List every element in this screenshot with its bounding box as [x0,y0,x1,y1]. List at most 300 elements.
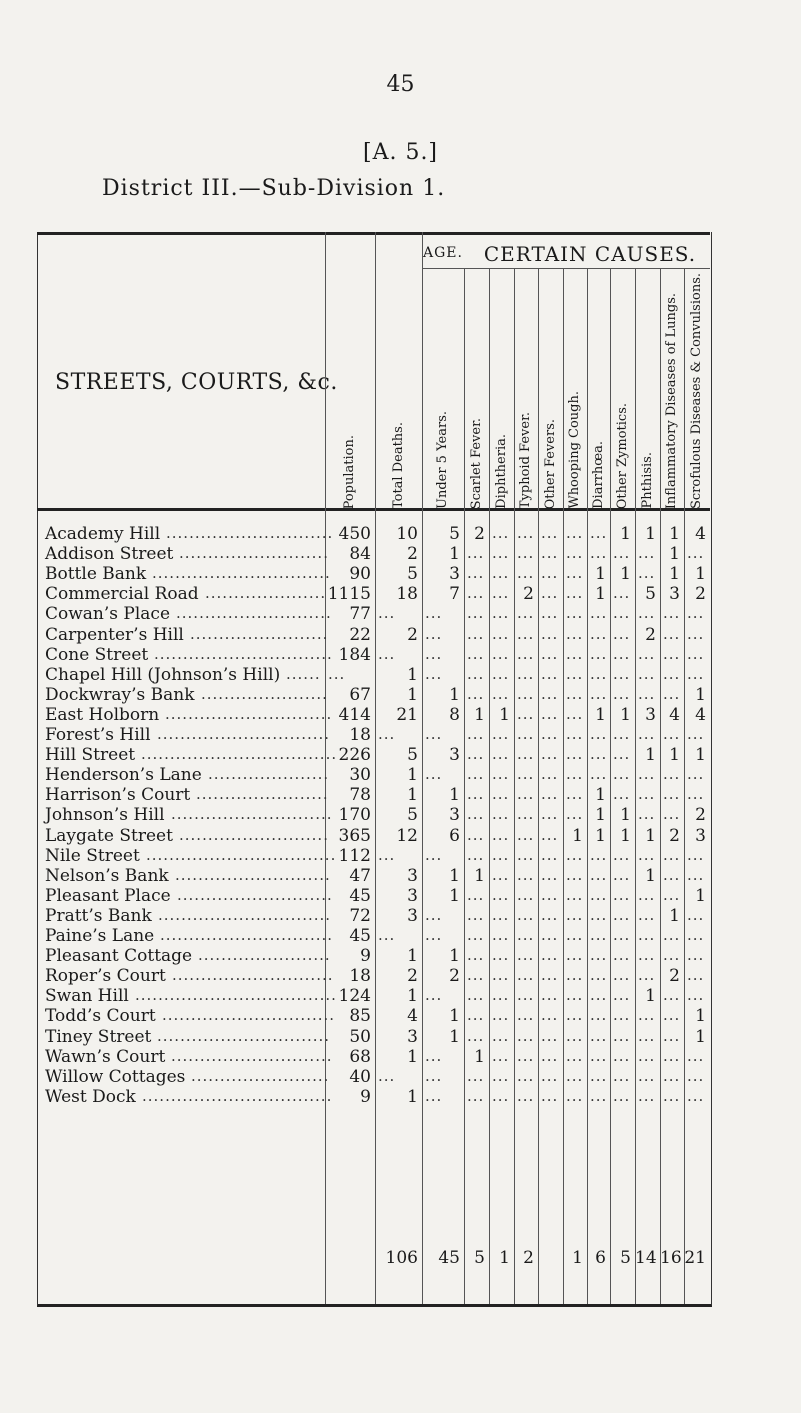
empty-cell-dots: ... [638,785,656,804]
table-row [0,866,801,886]
empty-cell-dots: ... [613,905,631,924]
reference-mark: [A. 5.] [362,140,439,165]
empty-cell-dots: ... [517,946,535,965]
street-name: Laygate Street [45,825,173,846]
cell-value: 30 [349,765,371,786]
empty-cell-dots: ... [663,1006,681,1025]
empty-cell-dots: ... [663,986,681,1005]
empty-cell-dots: ... [541,926,559,944]
empty-cell-dots: ... [541,544,559,563]
cell-value: 18 [349,725,371,745]
empty-cell-dots: ... [492,684,510,703]
cell-value: 3 [407,865,418,886]
empty-cell-dots: ... [638,1006,656,1025]
cell-value: 3 [449,805,460,826]
cell-value: 45 [349,926,371,946]
empty-cell-dots: ... [425,926,443,944]
cell-value: 22 [349,624,371,645]
empty-cell-dots: ... [541,885,559,904]
cell-value: 1 [449,946,460,967]
empty-cell-dots: ... [467,765,485,784]
empty-cell-dots: ... [687,664,705,683]
cell-value: 1 [645,745,656,766]
empty-cell-dots: ... [663,664,681,683]
empty-cell-dots: ... [517,926,535,944]
cell-value: 2 [407,624,418,645]
empty-cell-dots: ... [425,986,443,1005]
empty-cell-dots: ... [541,564,559,583]
empty-cell-dots: ... [613,1066,631,1085]
empty-cell-dots: ... [638,926,656,944]
cell-value: 1 [695,564,706,585]
empty-cell-dots: ... [613,1086,631,1105]
empty-cell-dots: ... [425,725,443,743]
street-name: Henderson’s Lane [45,765,202,786]
empty-cell-dots: ... [613,624,631,643]
cell-value: 50 [349,1026,371,1047]
street-name: Dockwray’s Bank [45,684,195,705]
empty-cell-dots: ... [613,725,631,743]
cell-value: 1 [474,704,485,725]
empty-cell-dots: ... [566,845,584,864]
leader-dots: ........................... [175,865,331,884]
empty-cell-dots: ... [663,604,681,623]
leader-dots: ..................... [208,765,330,784]
cell-value: 12 [396,825,418,846]
empty-cell-dots: ... [467,1006,485,1025]
empty-cell-dots: ... [638,544,656,563]
empty-cell-dots: ... [663,926,681,944]
street-name: Willow Cottages [45,1066,186,1087]
cell-value: 1 [407,986,418,1007]
empty-cell-dots: ... [541,1006,559,1025]
empty-cell-dots: ... [590,865,608,884]
empty-cell-dots: ... [566,1046,584,1065]
empty-cell-dots: ... [492,644,510,663]
empty-cell-dots: ... [590,1026,608,1045]
empty-cell-dots: ... [492,544,510,563]
empty-cell-dots: ... [638,805,656,824]
empty-cell-dots: ... [590,544,608,563]
empty-cell-dots: ... [467,946,485,965]
empty-cell-dots: ... [492,725,510,743]
leader-dots: ................................. [142,1086,333,1105]
column-header: Other Zymotics. [614,402,630,509]
empty-cell-dots: ... [492,966,510,985]
empty-cell-dots: ... [467,544,485,563]
cell-value: 1 [474,1046,485,1067]
leader-dots: ............................. [166,524,334,542]
street-name: Todd’s Court [45,1006,156,1027]
cell-value: 2 [645,624,656,645]
empty-cell-dots: ... [541,1026,559,1045]
empty-cell-dots: ... [638,1026,656,1045]
cell-value: 2 [695,805,706,826]
empty-cell-dots: ... [590,664,608,683]
empty-cell-dots: ... [663,1086,681,1105]
cell-value: 78 [349,785,371,806]
empty-cell-dots: ... [492,1026,510,1045]
empty-cell-dots: ... [541,865,559,884]
empty-cell-dots: ... [566,946,584,965]
empty-cell-dots: ... [425,765,443,784]
empty-cell-dots: ... [378,845,396,864]
street-name: Hill Street [45,745,136,766]
empty-cell-dots: ... [517,805,535,824]
empty-cell-dots: ... [378,1066,396,1085]
leader-dots: .................................. [141,745,338,764]
cell-value: 3 [449,564,460,585]
empty-cell-dots: ... [517,845,535,864]
cell-value: 3 [407,1026,418,1047]
empty-cell-dots: ... [566,544,584,563]
empty-cell-dots: ... [590,644,608,663]
empty-cell-dots: ... [613,946,631,965]
table-row [0,826,801,846]
empty-cell-dots: ... [566,986,584,1005]
table-row [0,1006,801,1026]
empty-cell-dots: ... [613,544,631,563]
street-name: West Dock [45,1086,136,1107]
street-name: Harrison’s Court [45,785,191,806]
cell-value: 1 [449,1026,460,1047]
table-row [0,1047,801,1067]
empty-cell-dots: ... [541,584,559,603]
cell-value: 170 [338,805,371,826]
empty-cell-dots: ... [517,684,535,703]
empty-cell-dots: ... [566,704,584,723]
empty-cell-dots: ... [613,644,631,663]
empty-cell-dots: ... [378,725,396,743]
empty-cell-dots: ... [517,1046,535,1065]
table-row [0,986,801,1006]
cell-value: 1 [499,704,510,725]
empty-cell-dots: ... [566,865,584,884]
table-row [0,926,801,946]
table-row [0,906,801,926]
cell-value: 3 [695,825,706,846]
empty-cell-dots: ... [566,524,584,542]
empty-cell-dots: ... [638,664,656,683]
column-header: Scarlet Fever. [468,417,484,509]
street-name: Pleasant Cottage [45,946,193,967]
empty-cell-dots: ... [467,1066,485,1085]
cell-value: 1115 [327,584,371,605]
table-row [0,745,801,765]
empty-cell-dots: ... [566,745,584,764]
empty-cell-dots: ... [467,1026,485,1045]
cell-value: 1 [407,1086,418,1107]
empty-cell-dots: ... [517,745,535,764]
cell-value: 4 [695,524,706,544]
empty-cell-dots: ... [492,865,510,884]
empty-cell-dots: ... [663,684,681,703]
leader-dots: ........................... [176,604,332,623]
cell-value: 45 [349,885,371,906]
cell-value: 1 [620,564,631,585]
cell-value: 1 [645,825,656,846]
column-header: Diphtheria. [493,434,509,509]
empty-cell-dots: ... [492,1046,510,1065]
table-row [0,725,801,745]
table-top-rule [37,232,710,235]
street-name: Swan Hill [45,986,129,1007]
table-row [0,886,801,906]
empty-cell-dots: ... [566,926,584,944]
empty-cell-dots: ... [517,885,535,904]
column-header: Inflammatory Diseases of Lungs. [664,292,679,509]
empty-cell-dots: ... [425,845,443,864]
cell-value: 2 [523,584,534,605]
empty-cell-dots: ... [566,905,584,924]
empty-cell-dots: ... [663,765,681,784]
empty-cell-dots: ... [541,524,559,542]
empty-cell-dots: ... [517,1026,535,1045]
empty-cell-dots: ... [467,986,485,1005]
empty-cell-dots: ... [590,765,608,784]
empty-cell-dots: ... [687,845,705,864]
empty-cell-dots: ... [638,725,656,743]
column-header: Diarrhœa. [590,441,606,509]
empty-cell-dots: ... [663,725,681,743]
empty-cell-dots: ... [541,1086,559,1105]
empty-cell-dots: ... [590,725,608,743]
cell-value: 5 [449,524,460,544]
empty-cell-dots: ... [566,644,584,663]
empty-cell-dots: ... [687,785,705,804]
leader-dots: ........................ [191,1066,330,1085]
total-value: 5 [474,1248,485,1268]
street-name: Pratt’s Bank [45,905,152,926]
streets-header: STREETS, COURTS, &c. [55,370,338,395]
total-value: 2 [523,1248,534,1268]
street-name: Johnson’s Hill [45,805,165,826]
empty-cell-dots: ... [541,785,559,804]
empty-cell-dots: ... [517,1086,535,1105]
age-header: AGE. [423,245,463,261]
cell-value: 9 [360,946,371,967]
table-row [0,805,801,825]
empty-cell-dots: ... [590,524,608,542]
street-name: Carpenter’s Hill [45,624,184,645]
street-name: Commercial Road [45,584,199,605]
cell-value: 1 [645,865,656,886]
empty-cell-dots: ... [541,1066,559,1085]
empty-cell-dots: ... [492,745,510,764]
empty-cell-dots: ... [687,604,705,623]
table-row [0,966,801,986]
street-name: Nelson’s Bank [45,865,169,886]
cell-value: 1 [595,825,606,846]
street-name: Addison Street [45,544,174,565]
empty-cell-dots: ... [663,1026,681,1045]
column-header: Whooping Cough. [567,391,582,509]
cell-value: 1 [449,865,460,886]
empty-cell-dots: ... [566,805,584,824]
empty-cell-dots: ... [613,584,631,603]
cell-value: 1 [449,544,460,565]
cell-value: 1 [620,805,631,826]
cell-value: 72 [349,905,371,926]
empty-cell-dots: ... [687,1066,705,1085]
cell-value: 1 [595,704,606,725]
cell-value: 365 [338,825,371,846]
empty-cell-dots: ... [638,1066,656,1085]
total-value: 1 [499,1248,510,1268]
leader-dots: ............................... [152,564,331,583]
cell-value: 1 [695,745,706,766]
cell-value: 5 [407,745,418,766]
empty-cell-dots: ... [328,664,346,683]
empty-cell-dots: ... [613,865,631,884]
empty-cell-dots: ... [467,725,485,743]
table-row [0,705,801,725]
cell-value: 5 [645,584,656,605]
leader-dots: ............................ [171,1046,333,1065]
empty-cell-dots: ... [492,1006,510,1025]
leader-dots: ............................... [154,644,333,663]
column-header: Population. [342,434,357,509]
cell-value: 2 [449,966,460,987]
empty-cell-dots: ... [566,564,584,583]
leader-dots: ........................ [190,624,329,643]
column-header: Total Deaths. [390,421,406,509]
empty-cell-dots: ... [590,885,608,904]
empty-cell-dots: ... [687,1046,705,1065]
cell-value: 1 [595,785,606,806]
empty-cell-dots: ... [541,986,559,1005]
empty-cell-dots: ... [638,946,656,965]
empty-cell-dots: ... [590,604,608,623]
district-title: District III.—Sub-Division 1. [102,176,446,201]
street-name: Paine’s Lane [45,926,155,946]
empty-cell-dots: ... [613,765,631,784]
street-name: Nile Street [45,845,140,866]
empty-cell-dots: ... [492,946,510,965]
empty-cell-dots: ... [492,845,510,864]
empty-cell-dots: ... [517,986,535,1005]
cell-value: 84 [349,544,371,565]
cell-value: 4 [669,704,680,725]
empty-cell-dots: ... [566,1086,584,1105]
cell-value: 1 [645,524,656,544]
leader-dots: .............................. [160,926,334,944]
cell-value: 2 [695,584,706,605]
cell-value: 4 [407,1006,418,1027]
empty-cell-dots: ... [517,905,535,924]
empty-cell-dots: ... [541,1046,559,1065]
cell-value: 2 [669,825,680,846]
empty-cell-dots: ... [687,905,705,924]
cell-value: 3 [449,745,460,766]
empty-cell-dots: ... [663,1066,681,1085]
cell-value: 8 [449,704,460,725]
table-row [0,685,801,705]
empty-cell-dots: ... [638,905,656,924]
cell-value: 1 [645,986,656,1007]
empty-cell-dots: ... [517,825,535,844]
cell-value: 68 [349,1046,371,1067]
cell-value: 124 [338,986,371,1007]
empty-cell-dots: ... [541,664,559,683]
cell-value: 5 [407,564,418,585]
empty-cell-dots: ... [566,1066,584,1085]
empty-cell-dots: ... [663,1046,681,1065]
empty-cell-dots: ... [638,644,656,663]
leader-dots: ..................... [205,584,327,603]
leader-dots: .......................... [179,544,329,563]
street-name: Tiney Street [45,1026,152,1047]
empty-cell-dots: ... [638,684,656,703]
empty-cell-dots: ... [517,564,535,583]
table-row [0,946,801,966]
empty-cell-dots: ... [541,644,559,663]
empty-cell-dots: ... [492,805,510,824]
cell-value: 1 [407,946,418,967]
cell-value: 3 [407,885,418,906]
cell-value: 1 [449,684,460,705]
empty-cell-dots: ... [663,946,681,965]
empty-cell-dots: ... [566,1026,584,1045]
empty-cell-dots: ... [613,604,631,623]
cell-value: 1 [695,885,706,906]
empty-cell-dots: ... [517,544,535,563]
empty-cell-dots: ... [638,1086,656,1105]
empty-cell-dots: ... [425,905,443,924]
street-name: Cone Street [45,644,149,665]
empty-cell-dots: ... [590,684,608,703]
empty-cell-dots: ... [425,624,443,643]
cell-value: 1 [669,544,680,565]
empty-cell-dots: ... [590,946,608,965]
table-row [0,645,801,665]
empty-cell-dots: ... [663,845,681,864]
leader-dots: ............................ [171,805,333,824]
table-row [0,765,801,785]
cell-value: 2 [407,544,418,565]
empty-cell-dots: ... [613,684,631,703]
cell-value: 226 [338,745,371,766]
empty-cell-dots: ... [613,745,631,764]
empty-cell-dots: ... [638,885,656,904]
causes-header: CERTAIN CAUSES. [483,242,697,266]
empty-cell-dots: ... [566,885,584,904]
empty-cell-dots: ... [613,885,631,904]
empty-cell-dots: ... [425,644,443,663]
table-row [0,1087,801,1107]
empty-cell-dots: ... [425,1046,443,1065]
cell-value: 18 [396,584,418,605]
empty-cell-dots: ... [467,1086,485,1105]
empty-cell-dots: ... [566,664,584,683]
empty-cell-dots: ... [517,644,535,663]
empty-cell-dots: ... [613,966,631,985]
empty-cell-dots: ... [492,1086,510,1105]
empty-cell-dots: ... [687,725,705,743]
empty-cell-dots: ... [663,644,681,663]
empty-cell-dots: ... [425,604,443,623]
empty-cell-dots: ... [590,926,608,944]
cell-value: 1 [572,825,583,846]
empty-cell-dots: ... [517,604,535,623]
leader-dots: .......................... [179,825,329,844]
cell-value: 3 [407,905,418,926]
leader-dots: .............................. [157,725,331,743]
cell-value: 47 [349,865,371,886]
cell-value: 1 [620,825,631,846]
street-name: Forest’s Hill [45,725,151,745]
empty-cell-dots: ... [467,926,485,944]
